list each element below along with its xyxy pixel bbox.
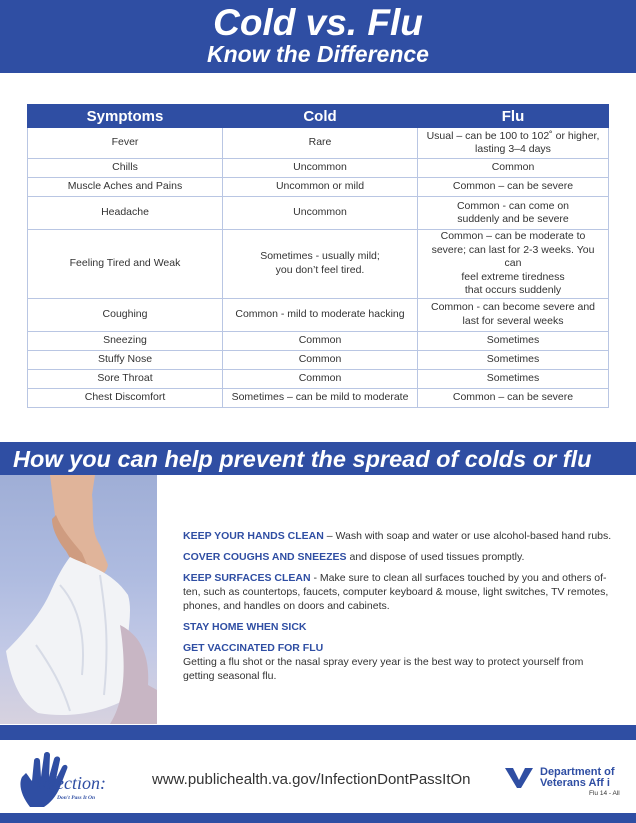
- tip-vaccinate: [183, 641, 613, 683]
- table-header-row: [28, 105, 609, 128]
- tip-title: COVER COUGHS AND SNEEZES: [183, 551, 347, 563]
- symptoms-table: [27, 104, 609, 408]
- cold-cell: Common - mild to moderate hacking: [223, 298, 418, 331]
- flu-cell: Common – can be severe: [418, 178, 609, 197]
- tip-title: GET VACCINATED FOR FLU: [183, 642, 324, 654]
- table-row: [28, 331, 609, 350]
- prevention-tips: [183, 529, 613, 690]
- flu-cell: Sometimes: [418, 369, 609, 388]
- tip-title: KEEP SURFACES CLEAN: [183, 572, 311, 584]
- footer-divider: [0, 725, 636, 740]
- symptom-cell: Sore Throat: [28, 369, 223, 388]
- symptom-cell: Chills: [28, 159, 223, 178]
- symptom-cell: Muscle Aches and Pains: [28, 178, 223, 197]
- symptom-cell: Stuffy Nose: [28, 350, 223, 369]
- page-header: [0, 0, 636, 73]
- header-cold: Cold: [223, 105, 418, 128]
- page-subtitle: Know the Difference: [207, 41, 429, 67]
- document-code: Flu 14 - All: [589, 790, 620, 797]
- page-title: Cold vs. Flu: [213, 2, 423, 43]
- cold-cell: Rare: [223, 128, 418, 159]
- logo-wordmark: Infection:: [36, 773, 106, 793]
- table-row: [28, 350, 609, 369]
- header-symptoms: Symptoms: [28, 105, 223, 128]
- flu-cell: Sometimes: [418, 350, 609, 369]
- symptom-cell: Feeling Tired and Weak: [28, 230, 223, 299]
- table-row: [28, 298, 609, 331]
- flu-cell: Sometimes: [418, 331, 609, 350]
- cold-cell: Uncommon: [223, 159, 418, 178]
- cold-cell: Uncommon: [223, 197, 418, 230]
- tip-text: and dispose of used tissues promptly.: [346, 551, 525, 563]
- table-row: [28, 369, 609, 388]
- tip-text: - Make sure to clean all surfaces touched by you and others of-ten, such as countertops, faucets, computer keyboard & mouse, light switches, TV remotes, phones, and handles on doors and cabinets.: [183, 572, 609, 612]
- flu-cell: Usual – can be 100 to 102˚ or higher, lasting 3–4 days: [418, 128, 609, 159]
- table-row: [28, 388, 609, 407]
- tip-surfaces: [183, 571, 613, 613]
- va-logo-icon: [505, 766, 535, 788]
- cold-cell: Common: [223, 331, 418, 350]
- table-row: [28, 159, 609, 178]
- tip-title: KEEP YOUR HANDS CLEAN: [183, 530, 324, 542]
- prevention-banner: [0, 442, 636, 475]
- flu-cell: Common – can be moderate to severe; can last for 2-3 weeks. You can feel extreme tiredness that occurs suddenly: [418, 230, 609, 299]
- flu-cell: Common: [418, 159, 609, 178]
- symptom-cell: Coughing: [28, 298, 223, 331]
- bottom-bar: [0, 813, 636, 823]
- logo-tagline: Don't Pass It On: [57, 795, 96, 801]
- tip-text: Getting a flu shot or the nasal spray every year is the best way to protect yourself from getting seasonal flu.: [183, 656, 584, 682]
- flu-cell: Common - can come on suddenly and be severe: [418, 197, 609, 230]
- flu-cell: Common – can be severe: [418, 388, 609, 407]
- cold-cell: Sometimes – can be mild to moderate: [223, 388, 418, 407]
- symptom-cell: Chest Discomfort: [28, 388, 223, 407]
- prevention-heading: How you can help prevent the spread of colds or flu: [13, 446, 592, 472]
- tip-stay-home: [183, 620, 613, 634]
- va-name-line1: Department of: [540, 766, 615, 778]
- tip-hands: [183, 529, 613, 543]
- tip-coughs: [183, 550, 613, 564]
- table-row: [28, 178, 609, 197]
- hand-tissue-illustration: [0, 475, 157, 724]
- va-name-line2: Veterans Aff i: [540, 777, 610, 789]
- tip-text: – Wash with soap and water or use alcohol-based hand rubs.: [323, 530, 612, 542]
- cold-cell: Uncommon or mild: [223, 178, 418, 197]
- symptom-cell: Sneezing: [28, 331, 223, 350]
- tissue-photo: [0, 475, 157, 724]
- website-url[interactable]: www.publichealth.va.gov/InfectionDontPassItOn: [152, 771, 471, 788]
- cold-cell: Sometimes - usually mild; you don’t feel tired.: [223, 230, 418, 299]
- table-row: [28, 128, 609, 159]
- cold-cell: Common: [223, 369, 418, 388]
- table-row: [28, 197, 609, 230]
- tip-title: STAY HOME WHEN SICK: [183, 621, 307, 633]
- symptom-cell: Fever: [28, 128, 223, 159]
- cold-cell: Common: [223, 350, 418, 369]
- table-row: [28, 230, 609, 299]
- flu-cell: Common - can become severe and last for several weeks: [418, 298, 609, 331]
- symptom-cell: Headache: [28, 197, 223, 230]
- header-flu: Flu: [418, 105, 609, 128]
